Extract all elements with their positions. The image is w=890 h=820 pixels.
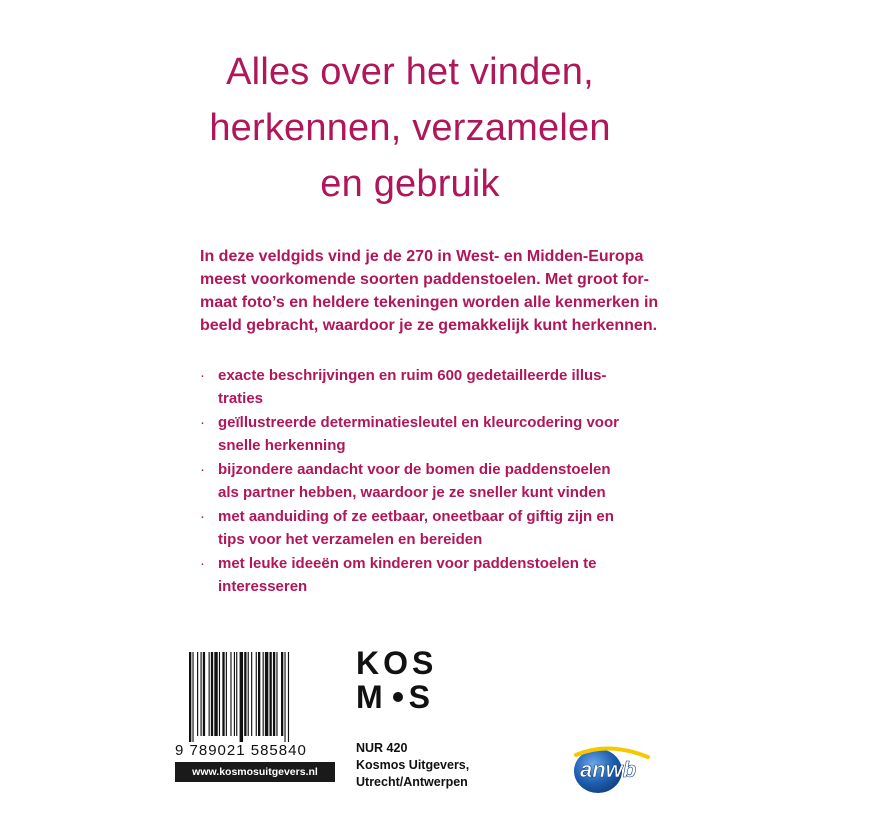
barcode-bar xyxy=(256,652,257,736)
bullet-icon: · xyxy=(200,461,205,478)
publisher-info xyxy=(356,740,469,791)
barcode-bar xyxy=(244,652,246,736)
intro-line: In deze veldgids vind je de 270 in West- en Midden-Europa xyxy=(200,248,644,265)
list-item-line: geïllustreerde determinatiesleutel en kleurcodering voor xyxy=(218,414,619,431)
barcode-bar xyxy=(209,652,210,736)
list-item xyxy=(200,364,700,410)
barcode-bar xyxy=(258,652,260,736)
barcode-bar xyxy=(248,652,249,736)
headline xyxy=(180,44,640,212)
list-item-line: met leuke ideeën om kinderen voor paddenstoelen te xyxy=(218,555,597,572)
nur-code: NUR 420 xyxy=(356,741,408,755)
list-item xyxy=(200,552,700,598)
barcode-bar xyxy=(288,652,289,742)
intro-line: maat foto’s en heldere tekeningen worden alle kenmerken in xyxy=(200,294,659,311)
barcode-block xyxy=(175,652,335,780)
barcode-bar xyxy=(284,652,285,742)
barcode-bar xyxy=(236,652,237,736)
publisher-city: Utrecht/Antwerpen xyxy=(356,775,468,789)
barcode-bar xyxy=(281,652,283,736)
intro-line: meest voorkomende soorten paddenstoelen. Met groot for- xyxy=(200,271,649,288)
barcode-bar xyxy=(230,652,231,736)
anwb-logo-text: anwb xyxy=(580,757,637,782)
kosmos-logo-row: KOS xyxy=(356,645,438,681)
list-item xyxy=(200,458,700,504)
intro-line: beeld gebracht, waardoor je ze gemakkelijk kunt herkennen. xyxy=(200,317,658,334)
barcode-bar xyxy=(192,652,193,742)
barcode-bar xyxy=(219,652,220,736)
list-item-line: traties xyxy=(218,390,264,407)
list-item-line: als partner hebben, waardoor je ze sneller kunt vinden xyxy=(218,484,606,501)
barcode-bar xyxy=(197,652,198,736)
barcode-bar xyxy=(234,652,235,736)
list-item xyxy=(200,505,700,551)
headline-line: Alles over het vinden, xyxy=(226,51,594,93)
headline-line: en gebruik xyxy=(320,163,500,205)
bullet-icon: · xyxy=(200,508,205,525)
publisher-name: Kosmos Uitgevers, xyxy=(356,758,470,772)
intro-paragraph xyxy=(200,245,720,337)
list-item-line: tips voor het verzamelen en bereiden xyxy=(218,531,483,548)
anwb-logo xyxy=(568,735,654,795)
barcode-bar xyxy=(270,652,272,736)
feature-list xyxy=(200,364,700,599)
barcode-bar xyxy=(222,652,224,736)
list-item-line: bijzondere aandacht voor de bomen die paddenstoelen xyxy=(218,461,611,478)
bullet-icon: · xyxy=(200,414,205,431)
kosmos-logo-letter: M xyxy=(356,679,387,715)
barcode-bar xyxy=(240,652,243,742)
list-item-line: snelle herkenning xyxy=(218,437,346,454)
barcode-bar xyxy=(211,652,213,736)
barcode-bar xyxy=(251,652,252,736)
barcode-bar xyxy=(263,652,264,736)
list-item-line: interesseren xyxy=(218,578,308,595)
bullet-icon: · xyxy=(200,555,205,572)
website-link[interactable]: www.kosmosuitgevers.nl xyxy=(175,762,335,782)
barcode-icon xyxy=(189,652,329,742)
kosmos-dot-icon xyxy=(393,692,403,702)
barcode-bar xyxy=(214,652,217,736)
headline-line: herkennen, verzamelen xyxy=(209,107,611,149)
barcode-bar xyxy=(201,652,202,736)
barcode-bar xyxy=(276,652,277,736)
list-item-line: exacte beschrijvingen en ruim 600 gedetailleerde illus- xyxy=(218,367,607,384)
barcode-bar xyxy=(265,652,268,736)
list-item xyxy=(200,411,700,457)
bullet-icon: · xyxy=(200,367,205,384)
isbn-number: 9 789021 585840 xyxy=(175,742,307,759)
kosmos-logo xyxy=(356,646,446,716)
barcode-bar xyxy=(226,652,227,736)
barcode-bar xyxy=(189,652,191,742)
list-item-line: met aanduiding of ze eetbaar, oneetbaar of giftig zijn en xyxy=(218,508,614,525)
barcode-bar xyxy=(203,652,205,736)
kosmos-logo-letter: S xyxy=(408,679,434,715)
barcode-bar xyxy=(273,652,275,736)
